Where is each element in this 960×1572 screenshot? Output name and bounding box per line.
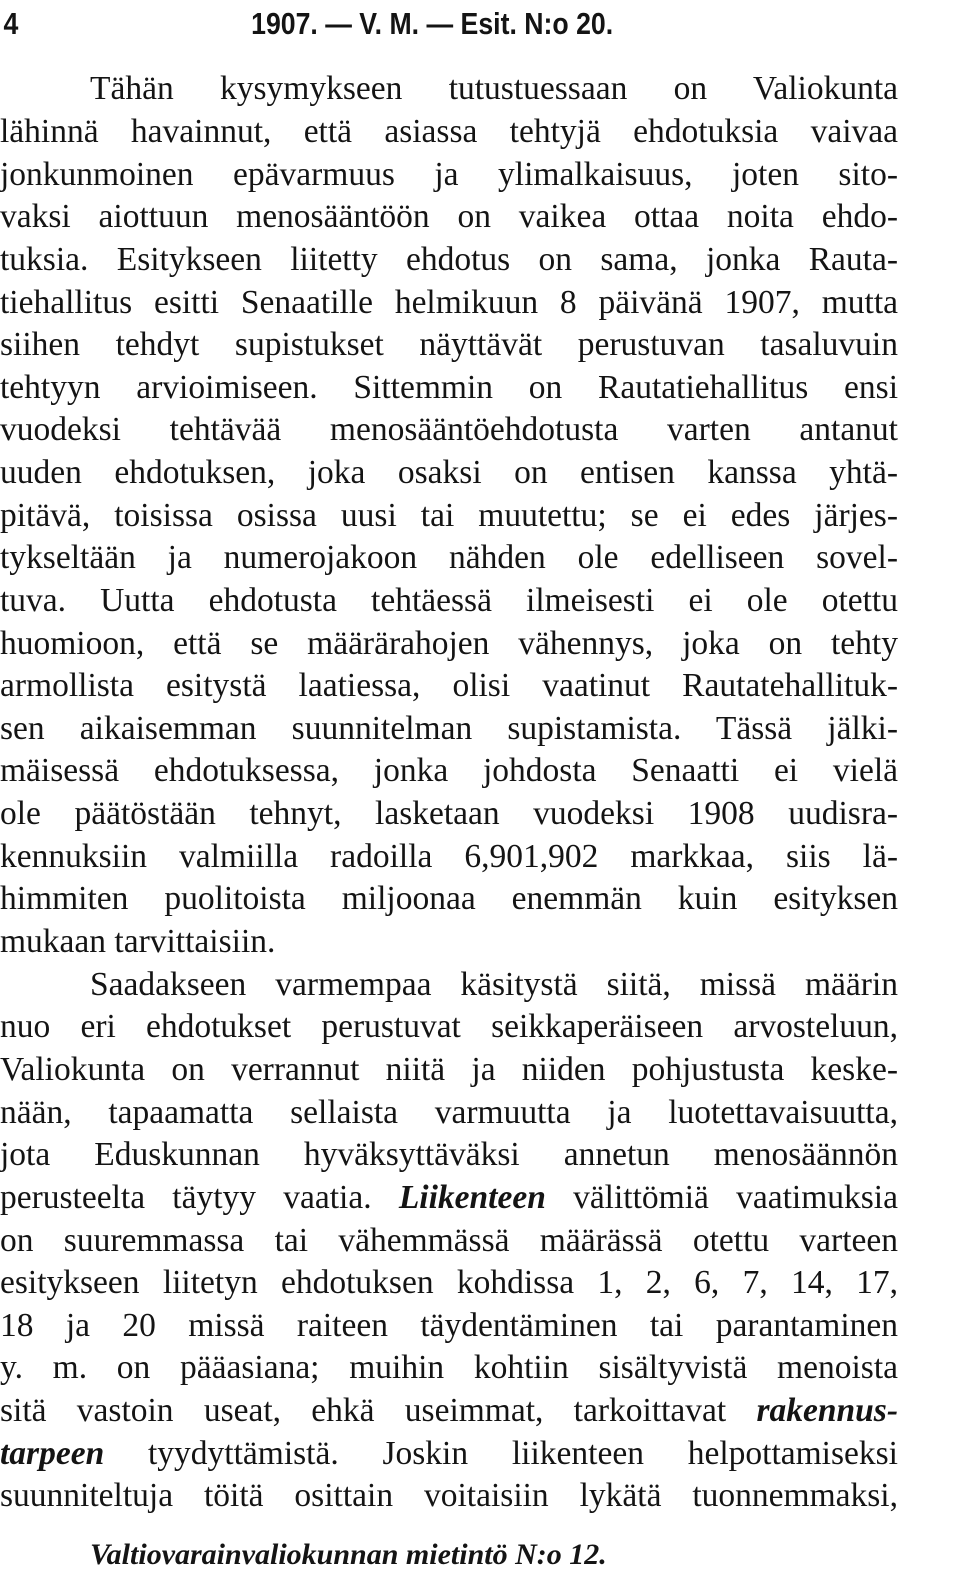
text-line: himmiten puolitoista miljoonaa enemmän kuin esityksen [0,880,898,917]
text-line: tehtyyn arvioimiseen. Sittemmin on Rautatiehallitus ensi [0,369,898,406]
emphasis: Liikenteen [398,1179,546,1216]
text-line: vaksi aiottuun menosääntöön on vaikea ottaa noita ehdo- [0,198,898,235]
text-line: vuodeksi tehtävää menosääntöehdotusta varten antanut [0,411,898,448]
text-line: pitävä, toisissa osissa uusi tai muutettu; se ei edes järjes- [0,497,898,534]
text-line [0,1177,898,1220]
text-line: 18 ja 20 missä raiteen täydentäminen tai parantaminen [0,1307,898,1344]
emphasis: tarpeen [0,1435,105,1472]
text-line: uuden ehdotuksen, joka osaksi on entisen kanssa yhtä- [0,454,898,491]
text-line [0,1390,898,1433]
text-line: tuva. Uutta ehdotusta tehtäessä ilmeisesti ei ole otettu [0,582,898,619]
text-line: Tähän kysymykseen tutustuessaan on Valiokunta [90,70,898,107]
text-line: esitykseen liitetyn ehdotuksen kohdissa 1, 2, 6, 7, 14, 17, [0,1264,898,1301]
text-line: mäisessä ehdotuksessa, jonka johdosta Senaatti ei vielä [0,752,898,789]
text-line: nuo eri ehdotukset perustuvat seikkaperäiseen arvosteluun, [0,1008,898,1045]
text-line: y. m. on pääasiana; muihin kohtiin sisältyvistä menoista [0,1349,898,1386]
emphasis: rakennus- [756,1392,898,1429]
text-line: mukaan tarvittaisiin. [0,923,276,960]
text-line: armollista esitystä laatiessa, olisi vaatinut Rautatehallituk- [0,667,898,704]
text-line: jota Eduskunnan hyväksyttäväksi annetun menosäännön [0,1136,898,1173]
text-line: kennuksiin valmiilla radoilla 6,901,902 markkaa, siis lä- [0,838,898,875]
text-line [0,1433,898,1476]
text-line: nään, tapaamatta sellaista varmuutta ja luotettavaisuutta, [0,1094,898,1131]
text-line: huomioon, että se määrärahojen vähennys, joka on tehty [0,625,898,662]
text-line: tuksia. Esitykseen liitetty ehdotus on sama, jonka Rauta- [0,241,898,278]
text-fragment: välittömiä vaatimuksia [573,1179,898,1216]
text-line: tykseltään ja numerojakoon nähden ole edelliseen sovel- [0,539,898,576]
text-line: jonkunmoinen epävarmuus ja ylimalkaisuus, joten sito- [0,156,898,193]
page-header [0,2,826,46]
text-line: Saadakseen varmempaa käsitystä siitä, missä määrin [90,966,898,1003]
text-fragment: sitä vastoin useat, ehkä useimmat, tarkoittavat [0,1392,727,1429]
running-head: 1907. — V. M. — Esit. N:o 20. [251,6,614,41]
text-line: sen aikaisemman suunnitelman supistamista. Tässä jälki- [0,710,898,747]
text-line: siihen tehdyt supistukset näyttävät perustuvan tasaluvuin [0,326,898,363]
text-line: tiehallitus esitti Senaatille helmikuun 8 päivänä 1907, mutta [0,284,898,321]
text-line: lähinnä havainnut, että asiassa tehtyjä ehdotuksia vaivaa [0,113,898,150]
text-line: suunniteltuja töitä osittain voitaisiin lykätä tuonnemmaksi, [0,1477,898,1514]
text-line: Valiokunta on verrannut niitä ja niiden pohjustusta keske- [0,1051,898,1088]
text-fragment: tyydyttämistä. Joskin liikenteen helpottamiseksi [147,1435,898,1472]
page-footer: Valtiovarainvaliokunnan mietintö N:o 12. [90,1538,607,1571]
text-line: on suuremmassa tai vähemmässä määrässä otettu varteen [0,1222,898,1259]
text-line: ole päätöstään tehnyt, lasketaan vuodeksi 1908 uudisra- [0,795,898,832]
page-number: 4 [3,6,19,41]
text-fragment: perusteelta täytyy vaatia. [0,1179,372,1216]
